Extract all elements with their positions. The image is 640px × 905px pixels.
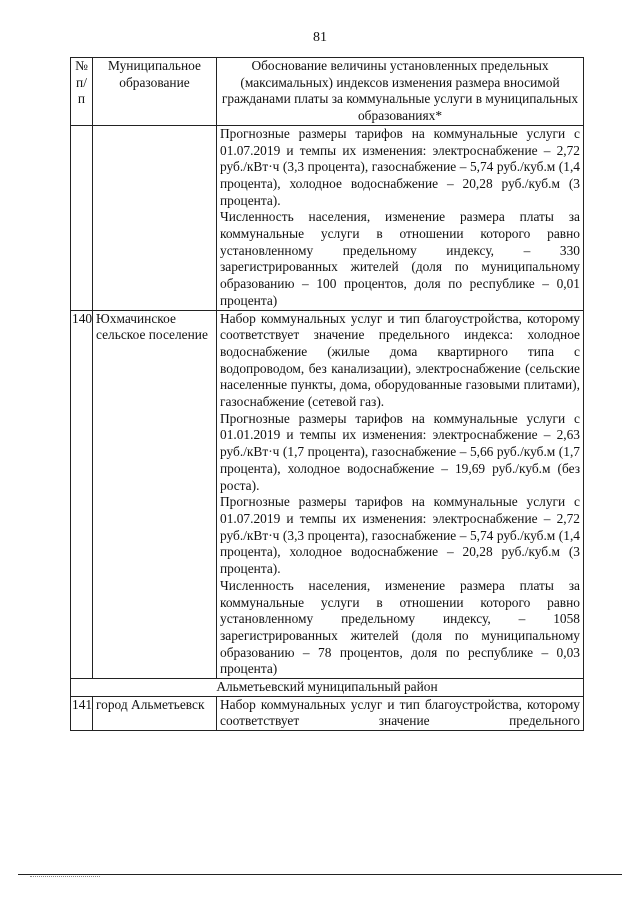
row-num-cell: 141 [71, 696, 93, 730]
header-num: № п/п [71, 58, 93, 126]
row-municipality-cell: город Альметьевск [93, 696, 217, 730]
justification-paragraph: Численность населения, изменение размера платы за коммунальные услуги в отношении которого равно установленному предельному индексу, – 330 зарегистрированных жителей (доля по муниципальному образованию – 100 процентов, доля по республике – 0,01 процента) [220, 209, 580, 308]
tariff-index-table [70, 57, 584, 731]
header-municipality: Муниципальное образование [93, 58, 217, 126]
row-municipality-cell: Юхмачинское сельское поселение [93, 310, 217, 678]
table-row-continued [71, 125, 584, 310]
row-justification-cell [217, 696, 584, 730]
district-row [71, 679, 584, 697]
table-row-141 [71, 696, 584, 730]
justification-paragraph: Набор коммунальных услуг и тип благоустройства, которому соответствует значение предельного индекса: холодное водоснабжение (жилые дома квартирного типа с водопроводом, без канализации), электроснабжение (сельские населенные пункты, дома, оборудованные газовыми плитами), газоснабжение (сетевой газ). [220, 310, 580, 410]
table-row-140 [71, 310, 584, 678]
scan-edge-mark [30, 876, 100, 877]
justification-paragraph: Набор коммунальных услуг и тип благоустройства, которому соответствует значение предельного [220, 696, 580, 729]
row-municipality-cell [93, 125, 217, 310]
justification-paragraph: Прогнозные размеры тарифов на коммунальные услуги с 01.07.2019 и темпы их изменения: электроснабжение – 2,72 руб./кВт·ч (3,3 процента), газоснабжение – 5,74 руб./куб.м (1,4 процента), холодное водоснабжение – 20,28 руб./куб.м (3 процента). [220, 494, 580, 577]
row-num-cell: 140 [71, 310, 93, 678]
justification-paragraph: Численность населения, изменение размера платы за коммунальные услуги в отношении которого равно установленному предельному индексу, – 1058 зарегистрированных жителей (доля по муниципальному образованию – 78 процентов, доля по республике – 0,03 процента) [220, 577, 580, 677]
district-heading: Альметьевский муниципальный район [71, 679, 584, 697]
table-header-row [71, 58, 584, 126]
footer-rule [18, 874, 622, 875]
row-num-cell [71, 125, 93, 310]
justification-paragraph: Прогнозные размеры тарифов на коммунальные услуги с 01.07.2019 и темпы их изменения: электроснабжение – 2,72 руб./кВт·ч (3,3 процента), газоснабжение – 5,74 руб./куб.м (1,4 процента), холодное водоснабжение – 20,28 руб./куб.м (3 процента). [220, 125, 580, 208]
row-justification-cell [217, 310, 584, 678]
header-justification: Обоснование величины установленных предельных (максимальных) индексов изменения размера вносимой гражданами платы за коммунальные услуги в муниципальных образованиях* [217, 58, 584, 126]
page-number: 81 [313, 30, 327, 45]
justification-paragraph: Прогнозные размеры тарифов на коммунальные услуги с 01.01.2019 и темпы их изменения: электроснабжение – 2,63 руб./кВт·ч (1,7 процента), газоснабжение – 5,66 руб./куб.м (1,7 процента), холодное водоснабжение – 19,69 руб./куб.м (без роста). [220, 410, 580, 493]
row-justification-cell [217, 125, 584, 310]
